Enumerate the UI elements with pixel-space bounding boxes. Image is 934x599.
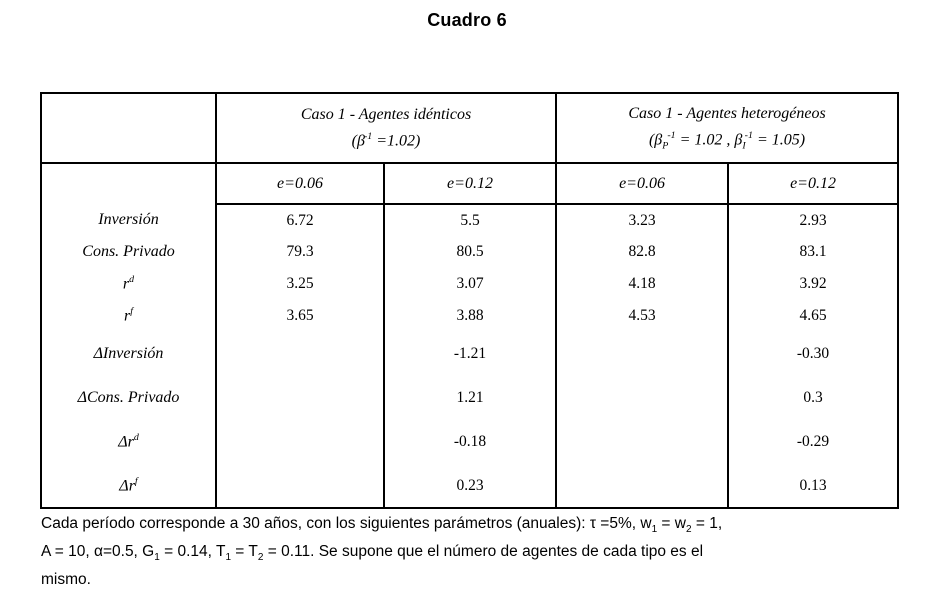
row-label: $r^f$ [41, 300, 216, 332]
value-cell: -0.30 [796, 345, 830, 362]
value-cell: 3.88 [384, 300, 556, 332]
group-header-heterogeneos [556, 93, 898, 163]
value-cell [556, 420, 728, 464]
value-cell [556, 332, 728, 376]
value-cell [216, 464, 384, 508]
value-cell: 4.65 [799, 307, 827, 324]
page-title: Cuadro 6 [427, 10, 507, 30]
value-cell: 80.5 [384, 236, 556, 268]
value-cell [556, 464, 728, 508]
value-cell: 0.23 [384, 464, 556, 508]
value-cell [216, 376, 384, 420]
cuadro-table [40, 92, 899, 509]
table-row-rf [41, 300, 898, 332]
group-formula: $(\beta^{-1} =1.02)$ [351, 130, 421, 150]
table-row-delta-inversion [41, 332, 898, 376]
group-title: Caso 1 - Agentes heterogéneos [628, 104, 826, 122]
table-row-cons-privado [41, 236, 898, 268]
value-cell: 3.23 [556, 204, 728, 236]
value-cell: 2.93 [799, 211, 827, 229]
value-cell: 4.18 [556, 268, 728, 300]
value-cell: -0.18 [384, 420, 556, 464]
group-formula: ($\beta_P^{-1} = 1.02$ , $\beta_I^{-1} = 1.05$) [648, 129, 806, 152]
value-cell: 3.92 [799, 275, 827, 292]
value-cell: 6.72 [216, 204, 384, 236]
value-cell: 4.53 [556, 300, 728, 332]
value-cell: 0.13 [799, 476, 827, 494]
table-footnote: Cada período corresponde a 30 años, con los siguientes parámetros (anuales): τ =5%, $w_1 = w_2 = 1$, A = 10, α=0.5, $G_1 = 0.14$, $T_1 = T_2 = 0.11$. Se supone que el número de agentes de cada tipo es el mismo. [41, 515, 723, 589]
value-cell: 3.25 [216, 268, 384, 300]
value-cell: 1.21 [384, 376, 556, 420]
value-cell: 82.8 [556, 236, 728, 268]
value-cell [216, 420, 384, 464]
row-label: $\Delta r^f$ [41, 464, 216, 508]
value-cell [216, 332, 384, 376]
value-cell: 83.1 [799, 243, 827, 260]
subheader-cell: e=0.12 [384, 163, 556, 204]
table-row-inversion [41, 204, 898, 236]
subheader-row [41, 163, 898, 204]
group-header-identicos [216, 93, 556, 163]
value-cell: 3.65 [216, 300, 384, 332]
table-row-rd [41, 268, 898, 300]
row-label: $r^d$ [41, 268, 216, 300]
table-row-delta-cons-privado [41, 376, 898, 420]
value-cell: 5.5 [384, 204, 556, 236]
row-label: ΔInversión [41, 332, 216, 376]
value-cell: -0.29 [796, 433, 830, 450]
value-cell: 79.3 [216, 236, 384, 268]
value-cell: 0.3 [803, 389, 823, 406]
subheader-cell: e=0.12 [728, 163, 898, 204]
group-header-row [41, 93, 898, 163]
row-label: Cons. Privado [41, 236, 216, 268]
corner-cell [41, 93, 216, 163]
corner-cell [41, 163, 216, 204]
row-label: ΔCons. Privado [41, 376, 216, 420]
subheader-cell: e=0.06 [556, 163, 728, 204]
table-row-delta-rd [41, 420, 898, 464]
row-label: $\Delta r^d$ [41, 420, 216, 464]
value-cell: -1.21 [384, 332, 556, 376]
value-cell [556, 376, 728, 420]
subheader-cell: e=0.06 [216, 163, 384, 204]
value-cell: 3.07 [384, 268, 556, 300]
table-row-delta-rf [41, 464, 898, 508]
row-label: Inversión [41, 204, 216, 236]
group-title: Caso 1 - Agentes idénticos [300, 105, 472, 123]
